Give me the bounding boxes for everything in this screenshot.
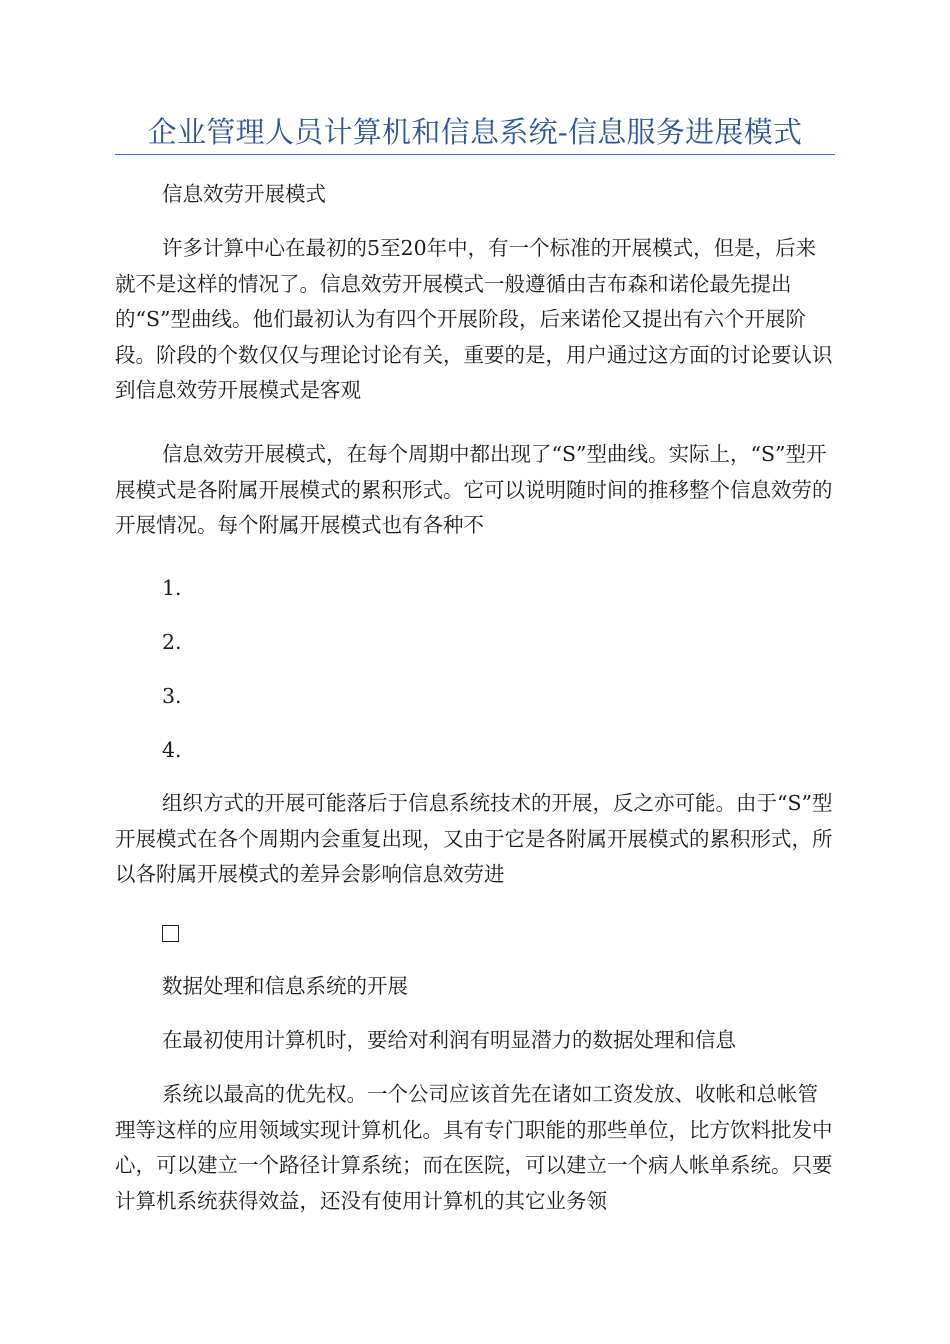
list-item-4: 4. xyxy=(162,738,182,762)
paragraph-development-model: 许多计算中心在最初的5至20年中，有一个标准的开展模式，但是，后来就不是这样的情况了。信息效劳开展模式一般遵循由吉布森和诺伦最先提出的“S”型曲线。他们最初认为有四个开展阶段，后来诺伦又提出有六个开展阶段。阶段的个数仅仅与理论讨论有关，重要的是，用户通过这方面的讨论要认识到信息效劳开展模式是客观 xyxy=(115,236,833,402)
document-title: 企业管理人员计算机和信息系统-信息服务进展模式 xyxy=(147,115,803,149)
list-item-1: 1. xyxy=(162,576,182,600)
paragraph-s-curve: 信息效劳开展模式，在每个周期中都出现了“S”型曲线。实际上，“S”型开展模式是各附属开展模式的累积形式。它可以说明随时间的推移整个信息效劳的开展情况。每个附属开展模式也有各种不 xyxy=(115,442,833,537)
empty-checkbox-icon xyxy=(162,925,179,942)
paragraph-organization: 组织方式的开展可能落后于信息系统技术的开展，反之亦可能。由于“S”型开展模式在各个周期内会重复出现，又由于它是各附属开展模式的累积形式，所以各附属开展模式的差异会影响信息效劳进 xyxy=(115,791,833,886)
section-heading-service-model: 信息效劳开展模式 xyxy=(162,182,326,206)
list-item-3: 3. xyxy=(162,684,182,708)
paragraph-initial-computer-use: 在最初使用计算机时，要给对利润有明显潜力的数据处理和信息 xyxy=(162,1028,736,1052)
section-heading-data-processing: 数据处理和信息系统的开展 xyxy=(162,974,408,998)
paragraph-priority-systems: 系统以最高的优先权。一个公司应该首先在诸如工资发放、收帐和总帐管理等这样的应用领域实现计算机化。具有专门职能的那些单位，比方饮料批发中心，可以建立一个路径计算系统；而在医院，可以建立一个病人帐单系统。只要计算机系统获得效益，还没有使用计算机的其它业务领 xyxy=(115,1082,833,1213)
title-underline xyxy=(115,154,835,155)
checkbox-line xyxy=(115,917,833,953)
list-item-2: 2. xyxy=(162,630,182,654)
